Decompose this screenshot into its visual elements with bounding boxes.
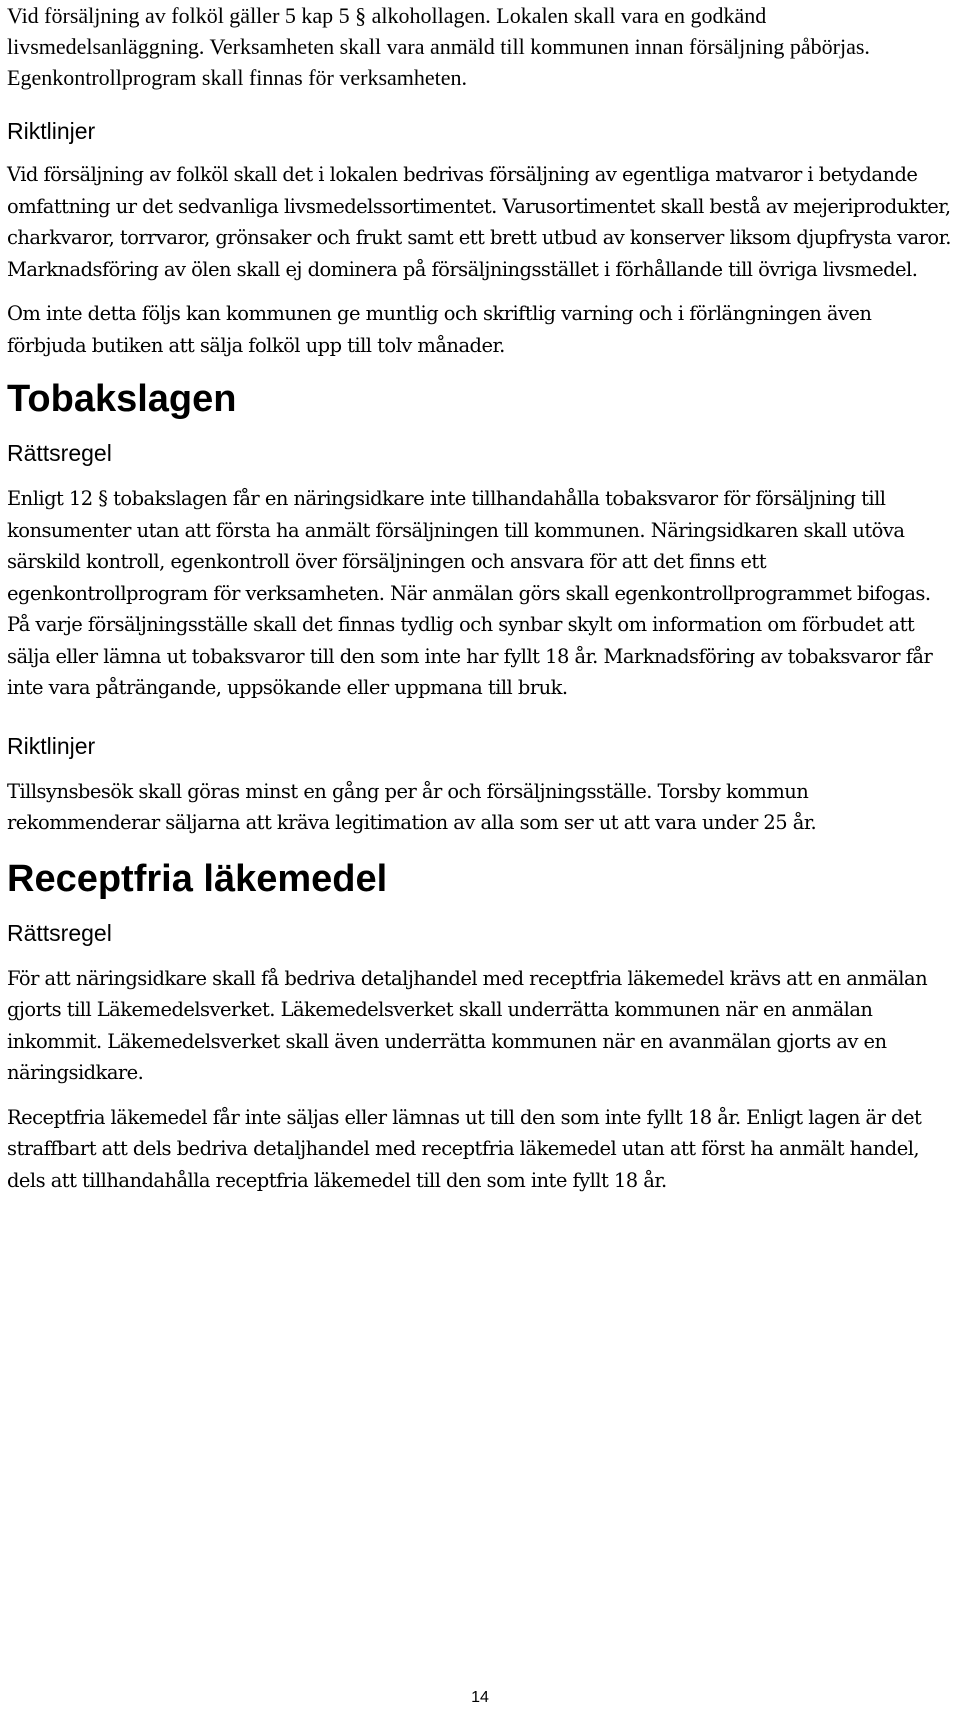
folkol-riktlinjer-heading: Riktlinjer bbox=[7, 118, 96, 144]
folkol-riktlinjer-paragraph-2: Om inte detta följs kan kommunen ge muntlig och skriftlig varning och i förlängningen även förbjuda butiken att sälja folköl upp till tolv månader. bbox=[7, 302, 872, 357]
tobakslagen-riktlinjer-paragraph: Tillsynsbesök skall göras minst en gång per år och försäljningsställe. Torsby kommun rekommenderar säljarna att kräva legitimation av alla som ser ut att vara under 25 år. bbox=[7, 779, 817, 834]
receptfria-rattsregel-heading: Rättsregel bbox=[7, 919, 112, 946]
tobakslagen-rattsregel-paragraph: Enligt 12 § tobakslagen får en näringsidkare inte tillhandahålla tobaksvaror för försäljning till konsumenter utan att första ha anmält försäljningen till kommunen. Näringsidkaren skall utöva särskild kontroll, egenkontroll över försäljningen och ansvara för att det finns ett egenkontrollprogram för verksamheten. När anmälan görs skall egenkontrollprogrammet bifogas. På varje försäljningsställe skall det finnas tydlig och synbar skylt om information om förbudet att sälja eller lämna ut tobaksvaror till den som inte har fyllt 18 år. Marknadsföring av tobaksvaror får inte vara påträngande, uppsökande eller uppmana till bruk. bbox=[7, 487, 933, 699]
folkol-riktlinjer-paragraph-1: Vid försäljning av folköl skall det i lokalen bedrivas försäljning av egentliga matvaror i betydande omfattning ur det sedvanliga livsmedelssortimentet. Varusortimentet skall bestå av mejeriprodukter, charkvaror, torrvaror, grönsaker och frukt samt ett brett utbud av konserver liksom djupfrysta varor. Marknadsföring av ölen skall ej dominera på försäljningsstället i förhållande till övriga livsmedel. bbox=[7, 163, 951, 281]
receptfria-paragraph-1: För att näringsidkare skall få bedriva detaljhandel med receptfria läkemedel krävs att en anmälan gjorts till Läkemedelsverket. Läkemedelsverket skall underrätta kommunen när en anmälan inkommit. Läkemedelsverket skall även underrätta kommunen när en avanmälan gjorts av en näringsidkare. bbox=[7, 966, 928, 1084]
tobakslagen-title: Tobakslagen bbox=[7, 378, 237, 420]
document-page bbox=[7, 0, 953, 1196]
tobakslagen-riktlinjer-heading: Riktlinjer bbox=[7, 732, 96, 759]
receptfria-paragraph-2: Receptfria läkemedel får inte säljas eller lämnas ut till den som inte fyllt 18 år. Enligt lagen är det straffbart att dels bedriva detaljhandel med receptfria läkemedel utan att först ha anmält handel, dels att tillhandahålla receptfria läkemedel till den som inte fyllt 18 år. bbox=[7, 1105, 922, 1192]
receptfria-title: Receptfria läkemedel bbox=[7, 857, 388, 900]
page-number: 14 bbox=[471, 1689, 489, 1706]
tobakslagen-rattsregel-heading: Rättsregel bbox=[7, 440, 112, 466]
intro-paragraph: Vid försäljning av folköl gäller 5 kap 5 § alkohollagen. Lokalen skall vara en godkänd livsmedelsanläggning. Verksamheten skall vara anmäld till kommunen innan försäljning påbörjas. Egenkontrollprogram skall finnas för verksamheten. bbox=[7, 3, 870, 90]
